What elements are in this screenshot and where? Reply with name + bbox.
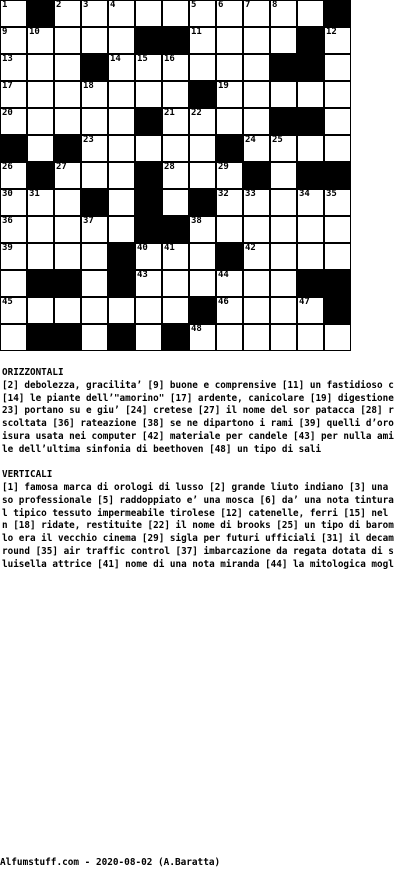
grid-cell[interactable] [54, 27, 81, 54]
clue-number: 24 [245, 135, 256, 145]
across-clue-line: isura usata nei computer [42] materiale per candele [43] per nulla ami [2, 430, 394, 442]
grid-cell[interactable] [54, 108, 81, 135]
down-clue-line: lo era il vecchio cinema [29] sigla per futuri ufficiali [31] il decam [2, 533, 394, 544]
footer-credit: Alfumstuff.com - 2020-08-02 (A.Baratta) [0, 857, 221, 868]
grid-cell[interactable] [27, 81, 54, 108]
black-cell [270, 54, 297, 81]
grid-cell[interactable] [0, 0, 27, 27]
clue-number: 40 [137, 243, 148, 253]
black-cell [297, 108, 324, 135]
down-clue-line: round [35] air traffic control [37] imbarcazione da regata dotata di s [2, 545, 394, 557]
grid-cell[interactable] [81, 0, 108, 27]
grid-cell[interactable] [135, 54, 162, 81]
clue-number: 30 [2, 189, 13, 199]
across-heading: ORIZZONTALI [2, 367, 64, 378]
clue-number: 15 [137, 54, 148, 64]
clue-number: 14 [110, 54, 121, 64]
black-cell [189, 189, 216, 216]
black-cell [297, 270, 324, 297]
clue-number: 29 [218, 162, 229, 172]
grid-cell[interactable] [27, 108, 54, 135]
grid-cell[interactable] [54, 189, 81, 216]
clue-number: 41 [164, 243, 175, 253]
clue-number: 9 [2, 27, 8, 37]
grid-cell[interactable] [324, 243, 351, 270]
clue-number: 37 [83, 216, 94, 226]
black-cell [27, 270, 54, 297]
black-cell [216, 135, 243, 162]
grid-cell[interactable] [54, 243, 81, 270]
black-cell [216, 243, 243, 270]
grid-cell[interactable] [324, 108, 351, 135]
grid-cell[interactable] [297, 216, 324, 243]
black-cell [324, 297, 351, 324]
grid-cell[interactable] [216, 324, 243, 351]
grid-cell[interactable] [0, 162, 27, 189]
clue-number: 12 [326, 27, 337, 37]
grid-cell[interactable] [189, 324, 216, 351]
clue-number: 43 [137, 270, 148, 280]
grid-cell[interactable] [108, 0, 135, 27]
grid-cell[interactable] [135, 135, 162, 162]
grid-cell[interactable] [162, 0, 189, 27]
black-cell [297, 27, 324, 54]
black-cell [162, 216, 189, 243]
grid-cell[interactable] [135, 0, 162, 27]
grid-cell[interactable] [27, 216, 54, 243]
grid-cell[interactable] [324, 135, 351, 162]
clue-number: 5 [191, 0, 197, 10]
clue-number: 46 [218, 297, 229, 307]
grid-cell[interactable] [189, 270, 216, 297]
grid-cell[interactable] [108, 27, 135, 54]
clue-number: 2 [56, 0, 62, 10]
grid-cell[interactable] [216, 216, 243, 243]
grid-cell[interactable] [270, 270, 297, 297]
clue-number: 1 [2, 0, 8, 10]
grid-cell[interactable] [243, 135, 270, 162]
grid-cell[interactable] [54, 54, 81, 81]
grid-cell[interactable] [189, 243, 216, 270]
down-clue-line: [1] famosa marca di orologi di lusso [2] grande liuto indiano [3] una [2, 482, 389, 493]
grid-cell[interactable] [270, 324, 297, 351]
clue-number: 39 [2, 243, 13, 253]
grid-cell[interactable] [324, 216, 351, 243]
black-cell [135, 216, 162, 243]
grid-cell[interactable] [270, 27, 297, 54]
grid-cell[interactable] [216, 162, 243, 189]
grid-cell[interactable] [27, 27, 54, 54]
clue-number: 19 [218, 81, 229, 91]
clue-number: 42 [245, 243, 256, 253]
grid-cell[interactable] [324, 81, 351, 108]
black-cell [324, 162, 351, 189]
grid-cell[interactable] [243, 54, 270, 81]
clue-number: 34 [299, 189, 310, 199]
black-cell [27, 162, 54, 189]
across-clue-line: scoltata [36] rateazione [38] se ne dipartono i rami [39] quelli d’oro [2, 418, 394, 429]
clue-number: 33 [245, 189, 256, 199]
black-cell [135, 27, 162, 54]
grid-cell[interactable] [270, 135, 297, 162]
grid-cell[interactable] [0, 216, 27, 243]
grid-cell[interactable] [162, 81, 189, 108]
grid-cell[interactable] [243, 0, 270, 27]
grid-cell[interactable] [0, 270, 27, 297]
grid-cell[interactable] [81, 243, 108, 270]
black-cell [297, 162, 324, 189]
black-cell [135, 108, 162, 135]
grid-cell[interactable] [81, 216, 108, 243]
grid-cell[interactable] [81, 108, 108, 135]
grid-cell[interactable] [297, 135, 324, 162]
grid-cell[interactable] [135, 81, 162, 108]
down-heading: VERTICALI [2, 469, 53, 481]
clue-number: 38 [191, 216, 202, 226]
grid-cell[interactable] [27, 189, 54, 216]
grid-cell[interactable] [54, 297, 81, 324]
grid-cell[interactable] [54, 0, 81, 27]
black-cell [54, 324, 81, 351]
black-cell [162, 27, 189, 54]
grid-cell[interactable] [189, 54, 216, 81]
grid-cell[interactable] [0, 54, 27, 81]
grid-cell[interactable] [297, 243, 324, 270]
across-clue-line: 23] portano su e giu’ [24] cretese [27] il nome del sor patacca [28] r [2, 405, 394, 417]
black-cell [81, 189, 108, 216]
grid-cell[interactable] [108, 189, 135, 216]
clue-number: 27 [56, 162, 67, 172]
black-cell [324, 270, 351, 297]
down-clue-line: luisella attrice [41] nome di una nota miranda [44] la mitologica mogl [2, 558, 394, 570]
across-clue-line: [14] le piante dell’"amorino" [17] ardente, canicolare [19] digestione [2, 392, 394, 404]
grid-cell[interactable] [270, 81, 297, 108]
grid-cell[interactable] [189, 135, 216, 162]
grid-cell[interactable] [162, 243, 189, 270]
grid-cell[interactable] [189, 216, 216, 243]
grid-cell[interactable] [297, 189, 324, 216]
grid-cell[interactable] [162, 297, 189, 324]
black-cell [108, 324, 135, 351]
black-cell [81, 54, 108, 81]
down-clue-line: l tipico tessuto impermeabile tirolese [12] catenelle, ferri [15] nel [2, 507, 389, 519]
grid-cell[interactable] [243, 297, 270, 324]
black-cell [243, 162, 270, 189]
grid-cell[interactable] [81, 135, 108, 162]
clue-number: 3 [83, 0, 89, 10]
black-cell [54, 270, 81, 297]
clue-number: 13 [2, 54, 13, 64]
grid-cell[interactable] [108, 297, 135, 324]
grid-cell[interactable] [27, 54, 54, 81]
grid-cell[interactable] [0, 81, 27, 108]
clue-number: 26 [2, 162, 13, 172]
grid-cell[interactable] [216, 27, 243, 54]
clue-number: 17 [2, 81, 13, 91]
clue-number: 7 [245, 0, 251, 10]
grid-cell[interactable] [216, 0, 243, 27]
grid-cell[interactable] [54, 216, 81, 243]
clue-number: 20 [2, 108, 13, 118]
grid-cell[interactable] [243, 324, 270, 351]
clue-number: 44 [218, 270, 229, 280]
clue-number: 23 [83, 135, 94, 145]
grid-cell[interactable] [81, 270, 108, 297]
grid-cell[interactable] [135, 270, 162, 297]
grid-cell[interactable] [81, 297, 108, 324]
grid-cell[interactable] [54, 162, 81, 189]
grid-cell[interactable] [216, 270, 243, 297]
black-cell [324, 0, 351, 27]
clue-number: 10 [29, 27, 40, 37]
grid-cell[interactable] [243, 81, 270, 108]
black-cell [108, 243, 135, 270]
black-cell [135, 189, 162, 216]
grid-cell[interactable] [0, 243, 27, 270]
grid-cell[interactable] [324, 27, 351, 54]
down-clue-line: so professionale [5] raddoppiato e’ una mosca [6] da’ una nota tintura [2, 494, 394, 506]
grid-cell[interactable] [27, 135, 54, 162]
grid-cell[interactable] [162, 54, 189, 81]
grid-cell[interactable] [243, 216, 270, 243]
across-clue-line: le dell’ultima sinfonia di beethoven [48] un tipo di sali [2, 443, 322, 455]
clue-number: 11 [191, 27, 202, 37]
black-cell [108, 270, 135, 297]
grid-cell[interactable] [270, 297, 297, 324]
grid-cell[interactable] [108, 135, 135, 162]
grid-cell[interactable] [297, 324, 324, 351]
grid-cell[interactable] [189, 0, 216, 27]
grid-cell[interactable] [189, 27, 216, 54]
clue-number: 21 [164, 108, 175, 118]
grid-cell[interactable] [189, 108, 216, 135]
clue-number: 22 [191, 108, 202, 118]
grid-cell[interactable] [0, 297, 27, 324]
grid-cell[interactable] [270, 0, 297, 27]
clue-number: 35 [326, 189, 337, 199]
grid-cell[interactable] [54, 81, 81, 108]
grid-cell[interactable] [0, 27, 27, 54]
grid-cell[interactable] [81, 162, 108, 189]
grid-cell[interactable] [243, 243, 270, 270]
grid-cell[interactable] [243, 108, 270, 135]
clue-number: 6 [218, 0, 224, 10]
grid-cell[interactable] [135, 324, 162, 351]
grid-cell[interactable] [27, 243, 54, 270]
black-cell [270, 108, 297, 135]
down-clue-line: n [18] ridate, restituite [22] il nome di brooks [25] un tipo di barom [2, 520, 394, 532]
grid-cell[interactable] [81, 27, 108, 54]
grid-cell[interactable] [216, 108, 243, 135]
grid-cell[interactable] [297, 0, 324, 27]
grid-cell[interactable] [216, 54, 243, 81]
clue-number: 16 [164, 54, 175, 64]
grid-cell[interactable] [216, 297, 243, 324]
clue-number: 45 [2, 297, 13, 307]
black-cell [162, 324, 189, 351]
grid-cell[interactable] [108, 54, 135, 81]
grid-cell[interactable] [324, 189, 351, 216]
grid-cell[interactable] [216, 189, 243, 216]
grid-cell[interactable] [108, 216, 135, 243]
grid-cell[interactable] [108, 162, 135, 189]
grid-cell[interactable] [162, 108, 189, 135]
grid-cell[interactable] [243, 27, 270, 54]
grid-cell[interactable] [108, 81, 135, 108]
grid-cell[interactable] [81, 81, 108, 108]
clue-number: 8 [272, 0, 278, 10]
grid-cell[interactable] [108, 108, 135, 135]
across-clue-line: [2] debolezza, gracilita’ [9] buone e comprensive [11] un fastidioso c [2, 379, 394, 391]
grid-cell[interactable] [162, 162, 189, 189]
black-cell [27, 0, 54, 27]
clue-number: 47 [299, 297, 310, 307]
black-cell [189, 297, 216, 324]
grid-cell[interactable] [270, 216, 297, 243]
grid-cell[interactable] [324, 54, 351, 81]
grid-cell[interactable] [297, 297, 324, 324]
clues-section [2, 367, 420, 571]
clue-number: 31 [29, 189, 40, 199]
black-cell [297, 54, 324, 81]
black-cell [54, 135, 81, 162]
black-cell [27, 324, 54, 351]
grid-cell[interactable] [270, 243, 297, 270]
grid-cell[interactable] [189, 162, 216, 189]
grid-cell[interactable] [243, 270, 270, 297]
grid-cell[interactable] [270, 189, 297, 216]
grid-cell[interactable] [297, 81, 324, 108]
grid-cell[interactable] [0, 189, 27, 216]
crossword-grid [0, 0, 352, 352]
grid-cell[interactable] [216, 81, 243, 108]
grid-cell[interactable] [0, 324, 27, 351]
black-cell [189, 81, 216, 108]
grid-cell[interactable] [270, 162, 297, 189]
black-cell [135, 162, 162, 189]
grid-cell[interactable] [162, 270, 189, 297]
grid-cell[interactable] [162, 189, 189, 216]
grid-cell[interactable] [81, 324, 108, 351]
grid-cell[interactable] [324, 324, 351, 351]
grid-cell[interactable] [162, 135, 189, 162]
grid-cell[interactable] [243, 189, 270, 216]
clue-number: 32 [218, 189, 229, 199]
clue-number: 18 [83, 81, 94, 91]
grid-cell[interactable] [27, 297, 54, 324]
grid-cell[interactable] [135, 297, 162, 324]
clue-number: 4 [110, 0, 116, 10]
clue-number: 36 [2, 216, 13, 226]
grid-cell[interactable] [0, 108, 27, 135]
clue-number: 48 [191, 324, 202, 334]
black-cell [0, 135, 27, 162]
clue-number: 28 [164, 162, 175, 172]
clue-number: 25 [272, 135, 283, 145]
grid-cell[interactable] [135, 243, 162, 270]
